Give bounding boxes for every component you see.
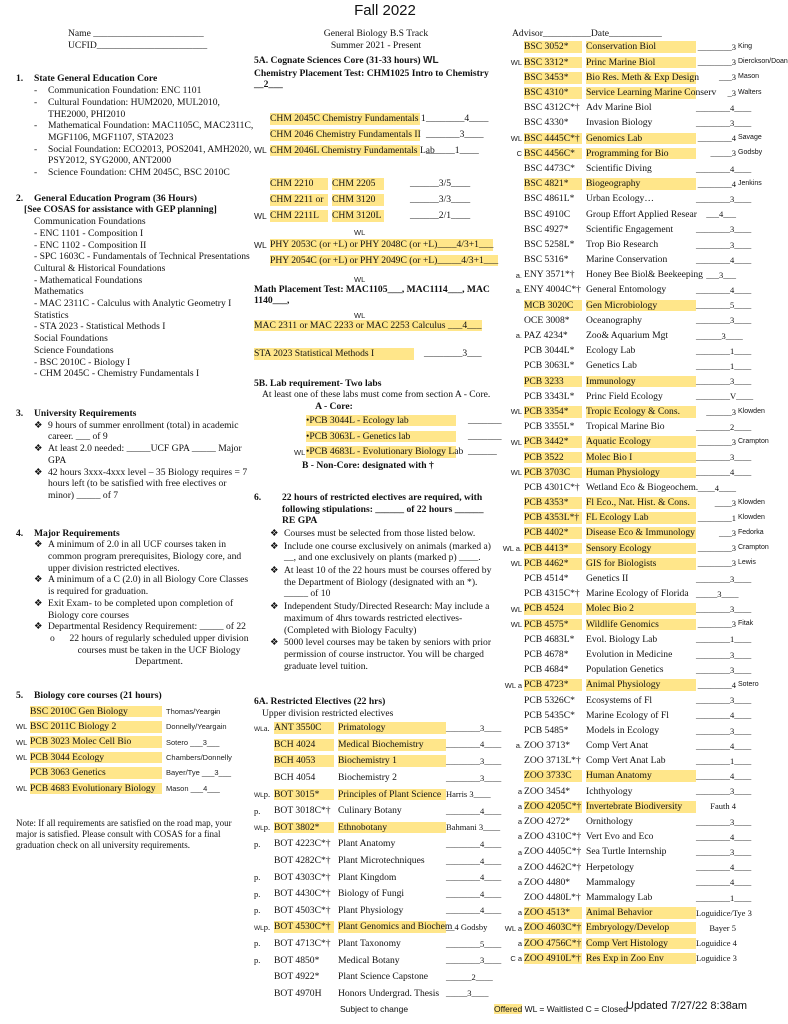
elective-row[interactable]: p. BOT 4303C*† Plant Kingdom ________4____ [254, 871, 502, 883]
elective-row[interactable]: PCB 3355L* Tropical Marine Bio ________2____ [524, 421, 752, 433]
elective-row[interactable]: a. ENY 3571*† Honey Bee Biol& Beekeeping ___3___ [515, 269, 736, 281]
math-placement: Math Placement Test: MAC1105___, MAC1114___, MAC 1140___, [254, 283, 490, 307]
gen-ed-item: - Mathematical Foundation: MAC1105C, MAC2311C, MGF1106, MGF1107, STA2023 [34, 120, 254, 143]
elective-row[interactable]: PCB 4678* Evolution in Medicine ________3____ [524, 648, 752, 660]
gep-line: Statistics [34, 309, 69, 321]
subject-to-change: Subject to change [340, 1004, 409, 1014]
section-2-heading: General Education Program (36 Hours) [34, 192, 197, 204]
elective-row[interactable]: a ZOO 4513* Animal Behavior Loguidice/Tye 3 [517, 907, 752, 919]
elective-row[interactable]: WL BSC 4445C*† Genomics Lab ________4 Savage [510, 132, 762, 144]
footnote: Note: If all requirements are satisfied on the road map, your major is satisfied. Please consult with COSAS for a final graduation check on all university requirements. [16, 818, 232, 851]
requirement-item: ❖ Exit Exam- to be completed upon completion of Biology core courses [34, 597, 234, 621]
gep-line: - CHM 2045C - Chemistry Fundamentals I [34, 368, 200, 380]
elective-row[interactable]: PCB 4315C*† Marine Ecology of Florida _____3____ [524, 588, 739, 600]
name-field[interactable]: Name _______________________ [68, 28, 204, 39]
section-5b-intro: At least one of these labs must come from section A - Core. [262, 389, 491, 401]
elective-row[interactable]: WL PCB 4462* GIS for Biologists ________3 Lewis [510, 557, 756, 569]
orgo-course-row[interactable]: CHM 2211 or CHM 3120 ______3/3____ [270, 194, 471, 206]
gep-line: Social Foundations [34, 333, 108, 345]
lab-course-row[interactable]: •PCB 3063L - Genetics lab _______ [306, 430, 502, 442]
track-title: General Biology B.S Track [323, 28, 429, 39]
elective-row[interactable]: p. BOT 4430C*† Biology of Fungi ________4____ [254, 888, 502, 900]
elective-row[interactable]: PCB 4683L* Evol. Biology Lab ________1____ [524, 633, 752, 645]
gen-ed-item: - Science Foundation: CHM 2045C, BSC 2010C [34, 167, 230, 179]
elective-row[interactable]: WL PCB 3354* Tropic Ecology & Cons. ______3 Klowden [510, 405, 765, 417]
gep-line: - MAC 2311C - Calculus with Analytic Geometry I [34, 298, 232, 310]
elective-row[interactable]: PCB 4301C*† Wetland Eco & Biogeochem. ____4____ [524, 481, 736, 493]
elective-row[interactable]: MCB 3020C Gen Microbiology ________5____ [524, 299, 752, 311]
right-column [502, 28, 788, 966]
elective-row[interactable]: BOT 4282C*† Plant Microtechniques ________4____ [274, 854, 502, 866]
left-column [16, 28, 254, 851]
elective-row[interactable]: BSC 3052* Conservation Biol ________3 King [524, 41, 753, 53]
core-course-row[interactable]: WL BSC 2011C Biology 2 Donnelly/Yeargain [16, 720, 227, 732]
elective-row[interactable]: WL a ZOO 4603C*† Embryology/Develop Bayer 5 [504, 922, 736, 934]
gep-line: Science Foundations [34, 344, 114, 356]
chem-course-row[interactable]: CHM 2045C Chemistry Fundamentals 1 ________4____ [270, 113, 489, 125]
updated-stamp: Updated 7/27/22 8:38am [626, 1000, 748, 1012]
elective-row[interactable]: ZOO 3733C Human Anatomy ________4____ [524, 770, 752, 782]
requirement-item: ❖ 42 hours 3xxx-4xxx level – 35 Biology requires = 7 hours left (to be satisfied with free electives or minor) _____ of 7 [34, 466, 248, 501]
elective-row[interactable]: WL a. PCB 4413* Sensory Ecology ________3 Crampton [502, 542, 769, 554]
lab-course-row[interactable]: WL •PCB 4683L - Evolutionary Biology Lab ______ [294, 446, 497, 458]
elective-row[interactable]: p. BOT 4713C*† Plant Taxonomy ________5____ [254, 937, 502, 949]
elective-row[interactable]: PCB 3044L* Ecology Lab ________1____ [524, 345, 752, 357]
elective-row[interactable]: PCB 3343L* Princ Field Ecology ________V____ [524, 390, 754, 402]
offered-legend: Offered [494, 1004, 523, 1014]
section-2: 2. General Education Program (36 Hours) [See COSAS for assistance with GEP planning] Communication Foundations - ENC 1101 - Composition I - ENC 1102 - Composition II - SPC 1603C - Fundamentals of Technical Presentations Cultural & Historical Foundations - Mathematical Foundations Mathematics - MAC 2311C - Calculus with Analytic Geometry I Statistics - STA 2023 - Statistical Methods I Social Foundations Science Foundations - BSC 2010C - Biology I - CHM 2045C - Chemistry Fundamentals I [16, 193, 254, 380]
elective-row[interactable]: a ZOO 4205C*† Invertebrate Biodiversity Fauth 4 [517, 800, 736, 812]
middle-column [254, 28, 502, 1002]
elective-row[interactable]: a ZOO 4405C*† Sea Turtle Internship ________3____ [517, 846, 752, 858]
chem-placement: Chemistry Placement Test: CHM1025 Intro to Chemistry __2___ [254, 67, 489, 91]
elective-row[interactable]: a ZOO 4462C*† Herpetology ________4____ [517, 861, 752, 873]
elective-row[interactable]: a ZOO 4756C*† Comp Vert Histology Loguidice 4 [517, 937, 737, 949]
residency-note: 22 hours of regularly scheduled upper division courses must be taken in the UCF Biology Department. [69, 632, 249, 668]
elective-row[interactable]: BSC 4330* Invasion Biology ________3____ [524, 117, 752, 129]
ucfid-field[interactable]: UCFID_______________________ [68, 39, 208, 51]
elective-row[interactable]: WL a PCB 4723* Animal Physiology ________4 Sotero [504, 679, 759, 691]
elective-row[interactable]: p. BOT 4850* Medical Botany ________3____ [254, 954, 502, 966]
elective-row[interactable]: WLa. ANT 3550C Primatology ________3____ [254, 722, 502, 734]
elective-row[interactable]: BSC 5258L* Trop Bio Research ________3____ [524, 238, 752, 250]
elective-row[interactable]: PCB 5435C* Marine Ecology of Fl ________4____ [524, 709, 752, 721]
noncore-label: B - Non-Core: designated with † [302, 460, 434, 472]
page-title: Fall 2022 [354, 2, 416, 19]
elective-row[interactable]: a. ENY 4004C*† General Entomology ________4____ [515, 284, 752, 296]
elective-row[interactable]: WL PCB 3442* Aquatic Ecology ________3 Crampton [510, 436, 769, 448]
elective-row[interactable]: p. BOT 3018C*† Culinary Botany ________4____ [254, 805, 502, 817]
waitlist-mark: WL [423, 55, 439, 67]
elective-row[interactable]: PCB 5326C* Ecosystems of Fl ________3____ [524, 694, 752, 706]
statistics-row[interactable]: STA 2023 Statistical Methods I ________3___ [254, 347, 482, 359]
waitlist-mark: WL [354, 311, 366, 321]
elective-rule: ❖ At least 10 of the 22 hours must be courses offered by the Department of Biology (designated with an *). _____ of 10 [270, 565, 492, 600]
waitlist-mark: WL [354, 274, 366, 284]
elective-row[interactable]: BCH 4024 Medical Biochemistry ________4____ [274, 738, 502, 750]
track-dates: Summer 2021 - Present [330, 39, 422, 51]
elective-row[interactable]: BCH 4054 Biochemistry 2 ________3____ [274, 771, 502, 783]
advisor-date[interactable]: Advisor__________Date___________ [512, 28, 662, 39]
elective-row[interactable]: PCB 3063L* Genetics Lab ________1____ [524, 360, 752, 372]
elective-row[interactable]: ZOO 4480L*† Mammalogy Lab ________1____ [524, 891, 752, 903]
section-4: 4. Major Requirements ❖ A minimum of 2.0 in all UCF courses taken in common program prerequisites, Biology core, and upper division restricted electives. ❖ A minimum of a C (2.0) in all Biology Core Classes is required for graduation. ❖ Exit Exam- to be completed upon completion of Biology core courses ❖ Departmental Residency Requirement: _____ of 22 o 22 hours of regularly scheduled upper division courses must be taken in the UCF Biology Department. [16, 528, 254, 668]
requirement-item: ❖ At least 2.0 needed: _____UCF GPA _____ Major GPA [34, 443, 242, 466]
section-6a-subheading: Upper division restricted electives [262, 708, 394, 720]
elective-row[interactable]: p. BOT 4503C*† Plant Physiology ________4____ [254, 904, 502, 916]
gep-line: - Mathematical Foundations [34, 274, 143, 286]
orgo-course-row[interactable]: WL CHM 2211L CHM 3120L ______2/1____ [254, 210, 471, 222]
elective-row[interactable]: PCB 4684* Population Genetics ________3____ [524, 664, 752, 676]
elective-row[interactable]: PCB 3233 Immunology ________3____ [524, 375, 752, 387]
elective-row[interactable]: OCE 3008* Oceanography ________3____ [524, 314, 752, 326]
elective-rule: ❖ Include one course exclusively on animals (marked a) __, and one exclusively on plants (marked p) ____. [270, 540, 491, 564]
elective-row[interactable]: WLp. BOT 3015* Principles of Plant Science Harris 3____ [254, 788, 491, 800]
section-3-heading: University Requirements [34, 407, 137, 419]
elective-row[interactable]: BSC 4312C*† Adv Marine Biol ________4____ [524, 102, 752, 114]
chem-course-row[interactable]: CHM 2046 Chemistry Fundamentals II _______3____ [270, 128, 484, 140]
elective-row[interactable]: WL PCB 4575* Wildlife Genomics ________3 Fitak [510, 618, 754, 630]
elective-row[interactable]: PCB 4353L*† FL Ecology Lab ________1 Klowden [524, 512, 765, 524]
section-6: 6. 22 hours of restricted electives are required, with following stipulations: ______ of 22 hours ______ RE GPA ❖ Courses must be selected from those listed below. ❖ Include one course exclusively on animals (marked a) __, and one exclusively on plants (marked p) ____. ❖ At least 10 of the 22 hours must be courses offered by the Department of Biology (designated with an *). _____ of 10 ❖ Independent Study/Directed Research: May include a maximum of 4hrs towards restricted electives- (Completed with Biology Faculty) ❖ 5000 level courses may be taken by seniors with prior permission of course instructor. You will be charged graduate level tuition. [254, 492, 498, 673]
elective-row[interactable]: PCB 4353* Fl Eco., Nat. Hist. & Cons. ____3 Klowden [524, 497, 765, 509]
gep-line: - ENC 1101 - Composition I [34, 227, 144, 239]
gen-ed-item: - Cultural Foundation: HUM2020, MUL2010, THE2000, PHI2010 [34, 96, 220, 120]
elective-row[interactable]: BSC 4861L* Urban Ecology… ________3____ [524, 193, 752, 205]
elective-row[interactable]: ZOO 3713L*† Comp Vert Anat Lab ________1____ [524, 755, 752, 767]
core-course-row[interactable]: WL PCB 3023 Molec Cell Bio Sotero ___3___ [16, 736, 220, 748]
elective-row[interactable]: WL BSC 3312* Princ Marine Biol ________3 Dierckson/Doan [510, 56, 788, 68]
elective-row[interactable]: a. ZOO 3713* Comp Vert Anat ________4____ [515, 740, 752, 752]
elective-row[interactable]: a ZOO 4480* Mammalogy ________4____ [517, 876, 752, 888]
calculus-row[interactable]: MAC 2311 or MAC 2233 or MAC 2253 Calculus ___4___ [254, 320, 482, 332]
section-2-subheading: [See COSAS for assistance with GEP planning] [24, 204, 217, 216]
section-5b-heading: 5B. Lab requirement- Two labs [254, 377, 382, 389]
elective-row[interactable]: PCB 4514* Genetics II ________3____ [524, 573, 752, 584]
core-course-row[interactable]: PCB 3063 Genetics Bayer/Tye ___3___ [30, 767, 232, 779]
requirement-item: ❖ 9 hours of summer enrollment (total) in academic career. ___ of 9 [34, 419, 239, 443]
elective-row[interactable]: a ZOO 3454* Ichthyology ________3____ [517, 785, 752, 797]
elective-row[interactable]: BSC 4821* Biogeography ________4 Jenkins [524, 178, 762, 190]
elective-row[interactable]: BSC 4910C Group Effort Applied Resear ___4___ [524, 208, 736, 220]
elective-row[interactable]: WL PCB 4524 Molec Bio 2 ________3____ [510, 603, 752, 615]
requirement-item: ❖ Departmental Residency Requirement: _____ of 22 [34, 621, 246, 633]
section-6a-heading: 6A. Restricted Electives (22 hrs) [254, 696, 386, 708]
section-5a-heading: 5A. Cognate Sciences Core (31-33 hours) [254, 55, 421, 67]
elective-row[interactable]: BSC 5316* Marine Conservation ________4____ [524, 254, 752, 266]
elective-row[interactable]: C a ZOO 4910L*† Res Exp in Zoo Env Loguidice 3 [510, 952, 737, 964]
core-course-row[interactable]: WL PCB 3044 Ecology Chambers/Donnelly [16, 751, 232, 763]
elective-row[interactable]: C BSC 4456C* Programming for Bio _____3 Godsby [516, 147, 763, 159]
core-label: A - Core: [315, 401, 353, 413]
section-5-heading: Biology core courses (21 hours) [34, 690, 162, 702]
elective-row[interactable]: BOT 4922* Plant Science Capstone ______2____ [274, 971, 493, 983]
elective-row[interactable]: BOT 4970H Honors Undergrad. Thesis _____3____ [274, 987, 489, 999]
orgo-course-row[interactable]: CHM 2210 CHM 2205 ______3/5____ [270, 178, 471, 190]
gen-ed-item: - Communication Foundation: ENC 1101 [34, 85, 202, 97]
core-course-row[interactable]: WL PCB 4683 Evolutionary Biology Mason ___4___ [16, 782, 220, 794]
elective-row[interactable]: BSC 3453* Bio Res. Meth & Exp Design ___3 Mason [524, 71, 760, 83]
physics-course-row[interactable]: PHY 2054C (or +L) or PHY 2049C (or +L)_____4/3+1___ [270, 254, 499, 266]
gep-line: - SPC 1603C - Fundamentals of Technical Presentations [34, 251, 250, 263]
elective-rule: ❖ 5000 level courses may be taken by seniors with prior permission of course instructor. You will be charged graduate level tuition. [270, 637, 492, 672]
lab-course-row[interactable]: •PCB 3044L - Ecology lab _______ [306, 414, 502, 426]
elective-row[interactable]: p. BOT 4223C*† Plant Anatomy ________4____ [254, 838, 502, 850]
gep-line: Communication Foundations [34, 216, 146, 228]
physics-course-row[interactable]: WL PHY 2053C (or +L) or PHY 2048C (or +L)____4/3+1___ [254, 238, 494, 250]
elective-rule: ❖ Courses must be selected from those listed below. [270, 527, 476, 539]
elective-row[interactable]: WLp. BOT 3802* Ethnobotany Bahmani 3____ [254, 821, 501, 833]
elective-row[interactable]: PCB 3522 Molec Bio I ________3____ [524, 451, 752, 463]
section-1: 1. State General Education Core - Communication Foundation: ENC 1101 - Cultural Foundation: HUM2020, MUL2010, THE2000, PHI2010 - Mathematical Foundation: MAC1105C, MAC2311C, MGF1106, MGF1107, STA2023 - Social Foundation: ECO2013, POS2041, AMH2020, PSY2012, SYG2000, ANT2000 - Science Foundation: CHM 2045C, BSC 2010C [16, 73, 254, 179]
section-1-heading: State General Education Core [34, 73, 158, 85]
gep-line: - ENC 1102 - Composition II [34, 239, 147, 251]
elective-row[interactable]: BSC 4927* Scientific Engagement ________3____ [524, 223, 752, 235]
gep-line: - BSC 2010C - Biology I [34, 356, 131, 368]
requirement-item: ❖ A minimum of a C (2.0) in all Biology Core Classes is required for graduation. [34, 574, 249, 598]
elective-row[interactable]: PCB 5485* Models in Ecology ________3____ [524, 724, 752, 736]
elective-row[interactable]: WL PCB 3703C Human Physiology ________4____ [510, 466, 752, 478]
elective-row[interactable]: BCH 4053 Biochemistry 1 ________3____ [274, 755, 502, 767]
section-4-heading: Major Requirements [34, 527, 120, 539]
gep-line: Mathematics [34, 286, 84, 298]
elective-row[interactable]: a ZOO 4310C*† Vert Evo and Eco ________4____ [517, 831, 752, 843]
section-5: 5. Biology core courses (21 hours) BSC 2010C Gen Biology Thomas/Yearg̶in WL BSC 2011C Biology 2 Donnelly/Yeargain WL PCB 3023 Molec Cell Bio Sotero ___3___ WL PCB 3044 Ecology Chambers/Donnelly PCB 3063 Genetics Bayer/Tye ___3___ WL PCB 4683 Evolutionary Biology Mason ___4___ [16, 690, 254, 796]
elective-row[interactable]: a. PAZ 4234* Zoo& Aquarium Mgt ______3____ [515, 330, 743, 341]
elective-row[interactable]: BSC 4473C* Scientific Diving ________4____ [524, 162, 752, 174]
core-course-row[interactable]: BSC 2010C Gen Biology Thomas/Yearg̶in [30, 705, 221, 717]
gep-line: - STA 2023 - Statistical Methods I [34, 321, 166, 333]
elective-rule: ❖ Independent Study/Directed Research: May include a maximum of 4hrs towards restricted electives- (Completed with Biology Faculty) [270, 601, 490, 636]
waitlist-mark: WL [354, 227, 366, 237]
elective-row[interactable]: WLp. BOT 4530C*† Plant Genomics and Biochem __4 Godsby [254, 921, 488, 933]
section-3: 3. University Requirements ❖ 9 hours of summer enrollment (total) in academic career. ___ of 9 ❖ At least 2.0 needed: _____UCF GPA _____ Major GPA ❖ 42 hours 3xxx-4xxx level – 35 Biology requires = 7 hours left (to be satisfied with free electives or minor) _____ of 7 [16, 408, 254, 502]
elective-row[interactable]: PCB 4402* Disease Eco & Immunology ___3 Fedorka [524, 527, 764, 539]
gen-ed-item: - Social Foundation: ECO2013, POS2041, AMH2020, PSY2012, SYG2000, ANT2000 [34, 143, 252, 167]
requirement-item: ❖ A minimum of 2.0 in all UCF courses taken in common program prerequisites, Biology core, and upper division restricted electives. [34, 539, 242, 574]
gep-line: Cultural & Historical Foundations [34, 262, 166, 274]
chem-course-row[interactable]: WL CHM 2046L Chemistry Fundamentals Lab ______1____ [254, 144, 479, 156]
elective-row[interactable]: a ZOO 4272* Ornithology ________3____ [517, 816, 752, 827]
waitlist-legend: WL = Waitlisted C = Closed [524, 1004, 628, 1014]
elective-row[interactable]: BSC 4310* Service Learning Marine Conserv _3 Walters [524, 87, 762, 98]
